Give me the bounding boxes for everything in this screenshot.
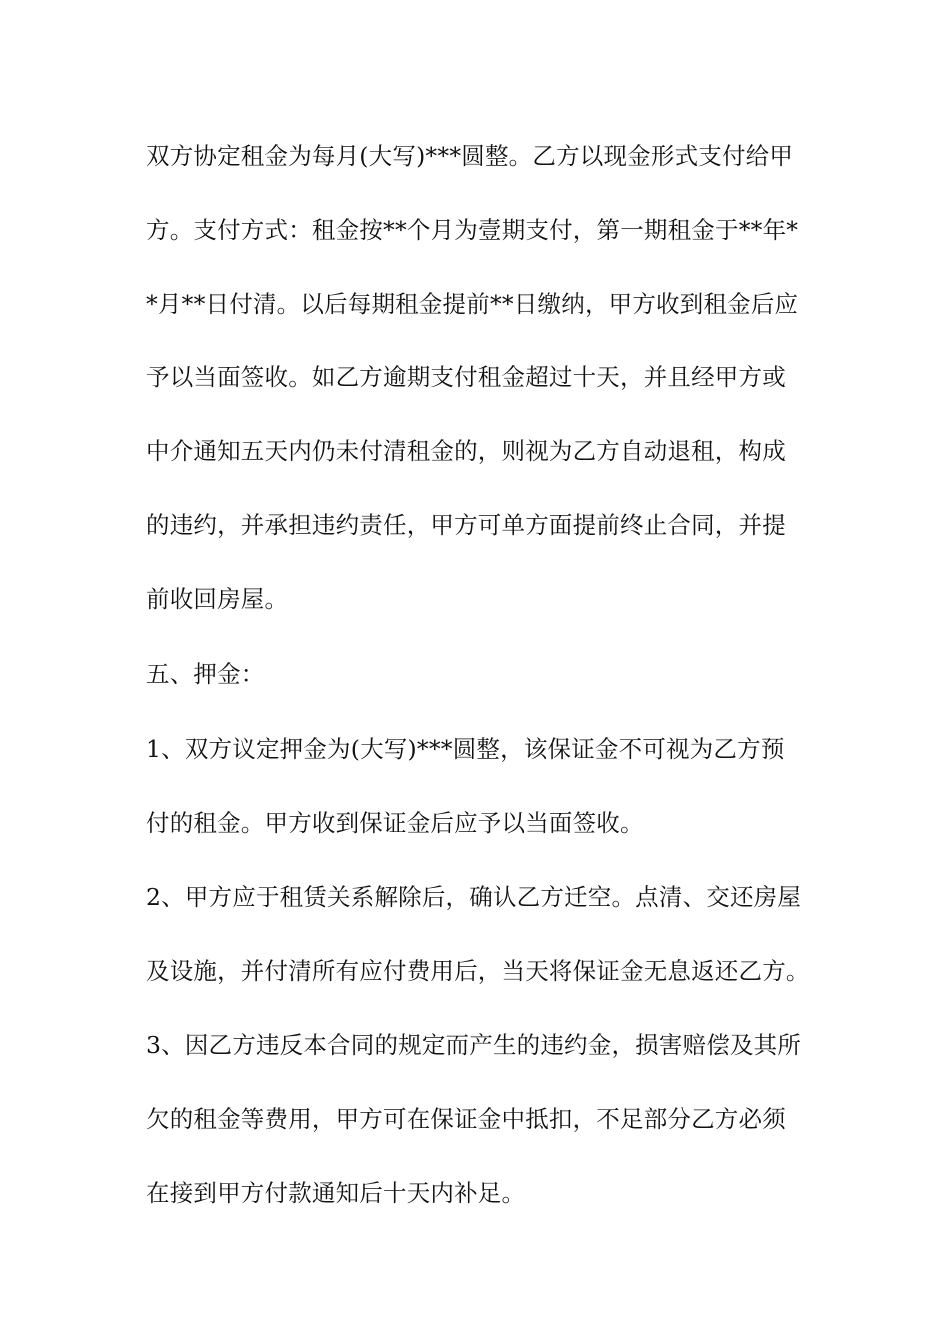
body-text-line: 予以当面签收。如乙方逾期支付租金超过十天，并且经甲方或 [146, 363, 786, 391]
body-text-line: 的违约，并承担违约责任，甲方可单方面提前终止合同，并提 [146, 511, 786, 539]
list-item-text: 欠的租金等费用，甲方可在保证金中抵扣，不足部分乙方必须 [146, 1105, 786, 1133]
list-item-text: 3、因乙方违反本合同的规定而产生的违约金，损害赔偿及其所 [146, 1031, 802, 1059]
body-text-line: 前收回房屋。 [146, 585, 289, 613]
body-text-line: 中介通知五天内仍未付清租金的，则视为乙方自动退租，构成 [146, 437, 786, 465]
body-text-line: *月**日付清。以后每期租金提前**日缴纳，甲方收到租金后应 [146, 290, 799, 318]
body-text-line: 方。支付方式：租金按**个月为壹期支付，第一期租金于**年* [146, 216, 799, 244]
body-text-line: 双方协定租金为每月(大写)***圆整。乙方以现金形式支付给甲 [146, 142, 794, 170]
list-item-text: 1、双方议定押金为(大写)***圆整，该保证金不可视为乙方预 [146, 735, 785, 763]
section-heading: 五、押金： [146, 660, 265, 688]
list-item-text: 在接到甲方付款通知后十天内补足。 [146, 1179, 526, 1207]
list-item-text: 2、甲方应于租赁关系解除后，确认乙方迁空。点清、交还房屋 [146, 883, 802, 911]
list-item-text: 及设施，并付清所有应付费用后，当天将保证金无息返还乙方。 [146, 957, 810, 985]
list-item-text: 付的租金。甲方收到保证金后应予以当面签收。 [146, 809, 644, 837]
